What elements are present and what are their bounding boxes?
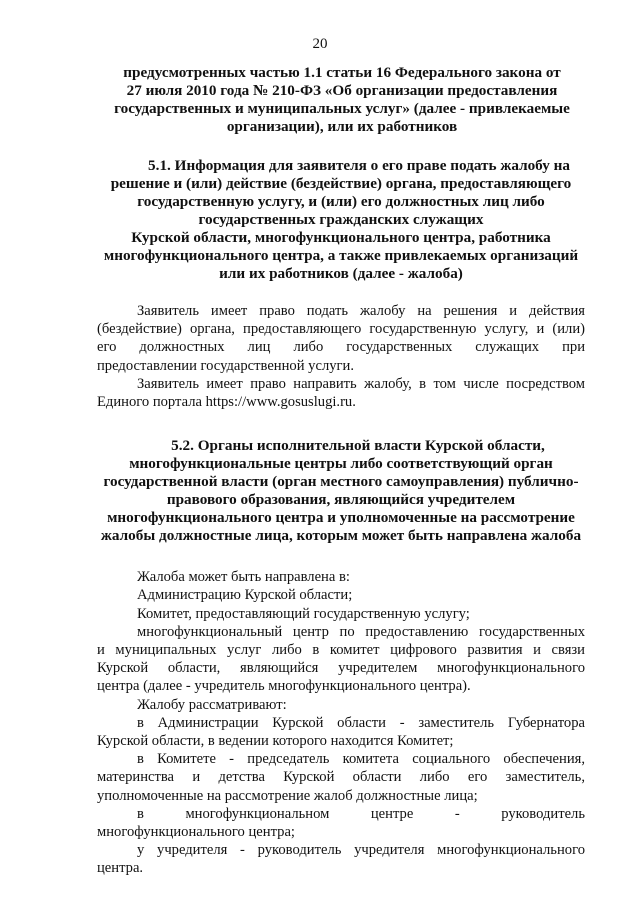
text-line: Комитет, предоставляющий государственную услугу; xyxy=(137,605,470,622)
text-line: в многофункциональном центре - руководитель xyxy=(137,805,585,822)
heading-line: организации), или их работников xyxy=(226,118,458,135)
text-line: и муниципальных услуг либо в комитет цифрового развития и связи xyxy=(97,642,585,659)
text-line: Жалоба может быть направлена в: xyxy=(137,569,350,586)
heading-line: Курской области, многофункционального центра, работника xyxy=(131,229,551,246)
section-5-2-heading xyxy=(97,437,585,545)
heading-line: государственных гражданских служащих xyxy=(198,211,484,228)
top-heading xyxy=(107,64,577,136)
text-line: центра. xyxy=(97,860,144,877)
text-line: Курской области, являющийся учредителем многофункционального xyxy=(97,660,585,677)
text-line: в Комитете - председатель комитета социального обеспечения, xyxy=(137,751,585,768)
text-line: Жалобу рассматривают: xyxy=(137,696,287,713)
heading-line: многофункционального центра, а также привлекаемых организаций xyxy=(103,247,579,264)
text-line: Заявитель имеет право подать жалобу на решения и действия xyxy=(137,303,585,319)
text-line: центра (далее - учредитель многофункционального центра). xyxy=(97,678,471,695)
text-line: многофункциональный центр по предоставлению государственных xyxy=(137,623,585,640)
heading-line: предусмотренных частью 1.1 статьи 16 Федерального закона от xyxy=(123,64,561,81)
heading-line: или их работников (далее - жалоба) xyxy=(219,265,463,282)
section-5-1-text xyxy=(97,302,585,411)
heading-line: решение и (или) действие (бездействие) органа, предоставляющего xyxy=(110,175,572,192)
section-5-1-heading xyxy=(97,157,585,283)
document-body xyxy=(97,64,585,878)
heading-line: государственных и муниципальных услуг» (далее - привлекаемые xyxy=(114,100,570,117)
text-line: у учредителя - руководитель учредителя многофункционального xyxy=(137,842,585,859)
text-line: в Администрации Курской области - заместитель Губернатора xyxy=(137,714,585,731)
page-number: 20 xyxy=(312,36,328,52)
text-line: уполномоченные на рассмотрение жалоб должностные лица; xyxy=(97,787,478,804)
heading-line: многофункционального центра и уполномоченные на рассмотрение xyxy=(107,509,575,527)
heading-line: жалобы должностные лица, которым может быть направлена жалоба xyxy=(100,527,582,545)
text-line: Администрацию Курской области; xyxy=(137,587,353,604)
text-line: Заявитель имеет право направить жалобу, в том числе посредством xyxy=(137,375,585,392)
heading-line: 27 июля 2010 года № 210-ФЗ «Об организации предоставления xyxy=(126,82,558,99)
heading-line: многофункциональные центры либо соответствующий орган xyxy=(129,455,553,473)
heading-line: государственной власти (орган местного самоуправления) публично- xyxy=(103,473,579,491)
heading-line: 5.2. Органы исполнительной власти Курской области, xyxy=(171,437,545,455)
heading-line: 5.1. Информация для заявителя о его праве подать жалобу на xyxy=(148,157,570,174)
text-line: Курской области, в ведении которого находится Комитет; xyxy=(97,733,454,750)
section-5-2-text xyxy=(97,568,585,877)
heading-line: государственную услугу, и (или) его должностных лиц либо xyxy=(137,193,545,210)
text-line: многофункционального центра; xyxy=(97,824,295,841)
heading-line: правового образования, являющийся учредителем xyxy=(166,491,516,509)
text-line: Единого портала https://www.gosuslugi.ru. xyxy=(97,394,356,411)
text-line: его должностных лиц либо государственных служащих при xyxy=(97,339,585,356)
text-line: материнства и детства Курской области либо его заместитель, xyxy=(97,769,585,786)
text-line: предоставлении государственной услуги. xyxy=(97,357,354,374)
text-line: (бездействие) органа, предоставляющего государственную услугу, и (или) xyxy=(97,321,585,338)
